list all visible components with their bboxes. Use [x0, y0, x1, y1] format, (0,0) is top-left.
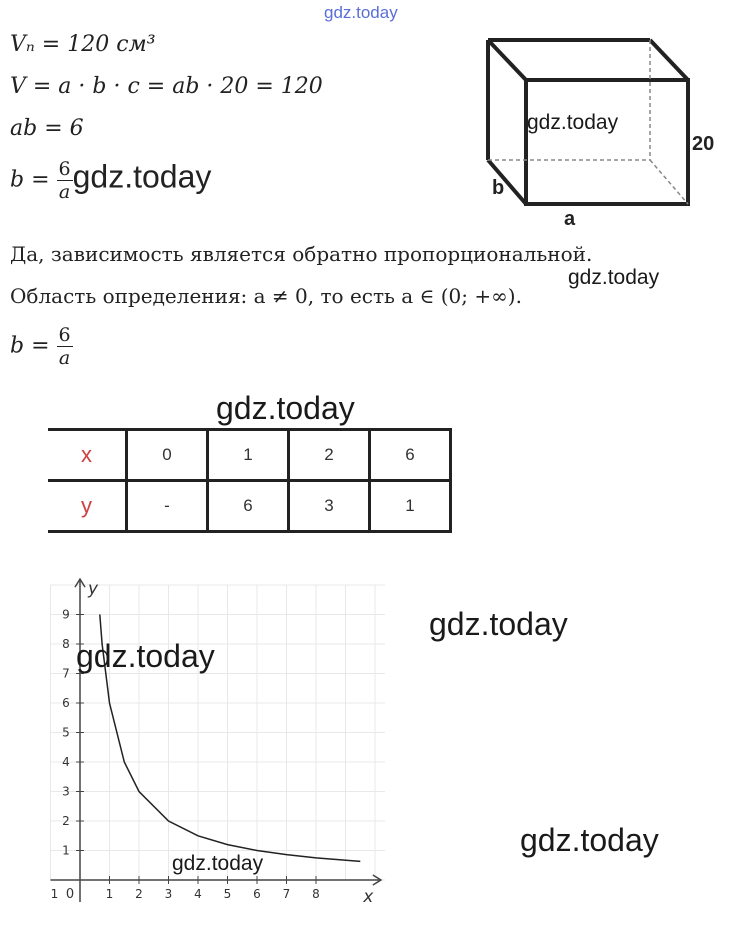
watermark-box: gdz.today [527, 111, 619, 134]
y-tick-label: 6 [62, 696, 70, 710]
watermark-table: gdz.today [216, 390, 355, 426]
watermark-top: gdz.today [324, 3, 398, 22]
y-tick-label: 1 [62, 843, 70, 858]
formula-volume-product: V = a · b · c = ab · 20 = 120 [10, 74, 323, 99]
x-tick-label-negative: 1 [50, 887, 59, 901]
y-tick-label: 4 [62, 755, 70, 769]
values-table [48, 428, 452, 533]
domain-text: Область определения: a ≠ 0, то есть a ∈ (0; +∞). [10, 284, 522, 308]
box-label-b: b [492, 177, 505, 199]
table-row-x [48, 430, 451, 481]
x-tick-label: 5 [223, 887, 232, 901]
watermark-right-2: gdz.today [520, 822, 659, 858]
watermark-inline: gdz.today [72, 158, 212, 195]
x-axis-label: x [363, 887, 374, 907]
cell: 3 [289, 481, 370, 532]
fraction [57, 158, 73, 203]
fraction-numerator: 6 [58, 158, 71, 180]
row-label-y: y [81, 493, 92, 518]
cell: 1 [370, 481, 451, 532]
cell: 1 [208, 430, 289, 481]
fraction-numerator: 6 [58, 324, 71, 346]
formula-volume: Vₙ = 120 см³ [10, 32, 156, 57]
x-tick-label: 8 [312, 887, 320, 901]
fraction-denominator: a [58, 347, 71, 369]
x-tick-label: 4 [194, 887, 202, 901]
box-label-height: 20 [692, 133, 715, 155]
y-tick-label: 9 [62, 607, 70, 622]
x-tick-label: 3 [164, 887, 173, 901]
watermark-graph: gdz.today [76, 638, 215, 674]
y-tick-label: 2 [62, 814, 70, 828]
x-tick-label: 7 [282, 887, 291, 901]
y-tick-label: 8 [62, 637, 70, 651]
y-axis-label: y [88, 578, 99, 599]
table-row-y [48, 481, 451, 532]
x-tick-label: 6 [253, 887, 261, 901]
cell: 2 [289, 430, 370, 481]
row-label-x: x [81, 442, 92, 467]
box-label-a: a [564, 208, 576, 230]
x-tick-label: 1 [105, 887, 114, 901]
watermark-right-1: gdz.today [429, 606, 568, 642]
watermark-mid: gdz.today [568, 266, 660, 289]
y-tick-label: 7 [62, 666, 70, 681]
cell: - [127, 481, 208, 532]
y-tick-label: 5 [62, 725, 70, 740]
x-tick-label: 2 [135, 887, 143, 901]
cell: 0 [127, 430, 208, 481]
y-tick-label: 3 [62, 784, 70, 799]
statement-text: Да, зависимость является обратно пропорциональной. [10, 242, 593, 266]
formula-b-lhs: b = [10, 167, 50, 193]
formula-ab: ab = 6 [10, 116, 84, 141]
fraction [57, 324, 73, 369]
origin-label: 0 [65, 887, 75, 902]
fraction-denominator: a [58, 181, 71, 203]
formula-b-lhs: b = [10, 333, 50, 359]
cell: 6 [208, 481, 289, 532]
formula-b-fraction [10, 158, 211, 203]
watermark-small: gdz.today [172, 852, 264, 875]
cell: 6 [370, 430, 451, 481]
formula-b-fraction-2 [10, 324, 73, 369]
